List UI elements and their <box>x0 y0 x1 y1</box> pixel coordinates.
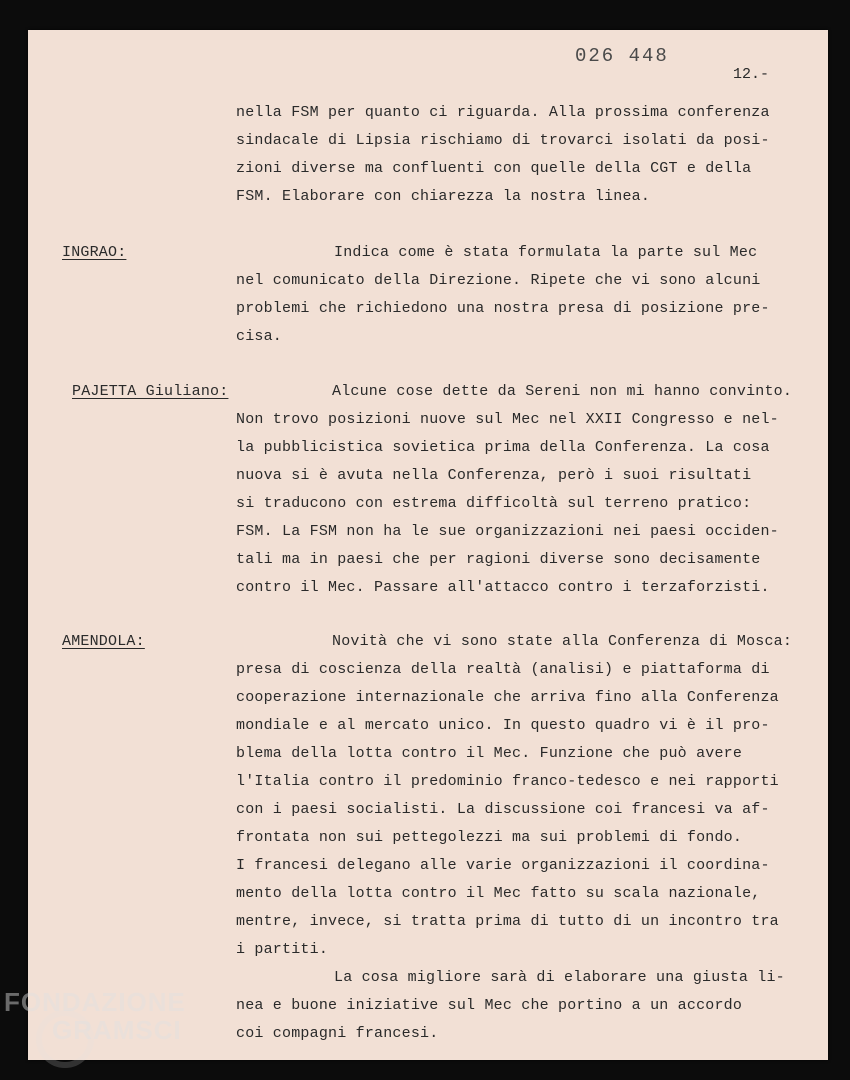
speaker-pajetta: PAJETTA Giuliano: <box>72 383 229 400</box>
text-line: problemi che richiedono una nostra presa di posizione pre- <box>236 300 770 317</box>
speaker-amendola: AMENDOLA: <box>62 633 145 650</box>
text-line: cooperazione internazionale che arriva fino alla Conferenza <box>236 689 779 706</box>
text-line: blema della lotta contro il Mec. Funzione che può avere <box>236 745 743 762</box>
speaker-ingrao: INGRAO: <box>62 244 127 261</box>
text-line: I francesi delegano alle varie organizzazioni il coordina- <box>236 857 770 874</box>
page-number: 12.- <box>733 66 770 83</box>
text-line: presa di coscienza della realtà (analisi) e piattaforma di <box>236 661 770 678</box>
text-line: La cosa migliore sarà di elaborare una giusta li- <box>334 969 785 986</box>
text-line: cisa. <box>236 328 283 345</box>
text-line: FSM. Elaborare con chiarezza la nostra linea. <box>236 188 651 205</box>
text-line: zioni diverse ma confluenti con quelle della CGT e della <box>236 160 752 177</box>
text-line: Alcune cose dette da Sereni non mi hanno convinto. <box>332 383 793 400</box>
text-line: l'Italia contro il predominio franco-tedesco e nei rapporti <box>236 773 779 790</box>
text-line: mento della lotta contro il Mec fatto su scala nazionale, <box>236 885 761 902</box>
text-line: Novità che vi sono state alla Conferenza di Mosca: <box>332 633 793 650</box>
text-line: nella FSM per quanto ci riguarda. Alla prossima conferenza <box>236 104 770 121</box>
text-line: FSM. La FSM non ha le sue organizzazioni nei paesi occiden- <box>236 523 779 540</box>
text-line: la pubblicistica sovietica prima della Conferenza. La cosa <box>236 439 770 456</box>
text-line: sindacale di Lipsia rischiamo di trovarci isolati da posi- <box>236 132 770 149</box>
text-line: nel comunicato della Direzione. Ripete che vi sono alcuni <box>236 272 761 289</box>
text-line: frontata non sui pettegolezzi ma sui problemi di fondo. <box>236 829 743 846</box>
text-line: contro il Mec. Passare all'attacco contro i terzaforzisti. <box>236 579 770 596</box>
text-line: tali ma in paesi che per ragioni diverse sono decisamente <box>236 551 761 568</box>
text-line: nuova si è avuta nella Conferenza, però i suoi risultati <box>236 467 752 484</box>
text-line: mondiale e al mercato unico. In questo quadro vi è il pro- <box>236 717 770 734</box>
text-line: con i paesi socialisti. La discussione coi francesi va af- <box>236 801 770 818</box>
text-line: coi compagni francesi. <box>236 1025 439 1042</box>
text-line: Indica come è stata formulata la parte sul Mec <box>334 244 758 261</box>
watermark <box>4 988 186 1044</box>
text-line: mentre, invece, si tratta prima di tutto di un incontro tra <box>236 913 779 930</box>
text-line: i partiti. <box>236 941 329 958</box>
text-line: si traducono con estrema difficoltà sul terreno pratico: <box>236 495 752 512</box>
archive-number: 026 448 <box>575 45 669 67</box>
watermark-line2: GRAMSCI <box>52 1015 182 1045</box>
text-line: nea e buone iniziative sul Mec che portino a un accordo <box>236 997 743 1014</box>
text-line: Non trovo posizioni nuove sul Mec nel XXII Congresso e nel- <box>236 411 779 428</box>
watermark-line1: FONDAZIONE <box>4 987 186 1017</box>
typewritten-page <box>28 30 828 1060</box>
